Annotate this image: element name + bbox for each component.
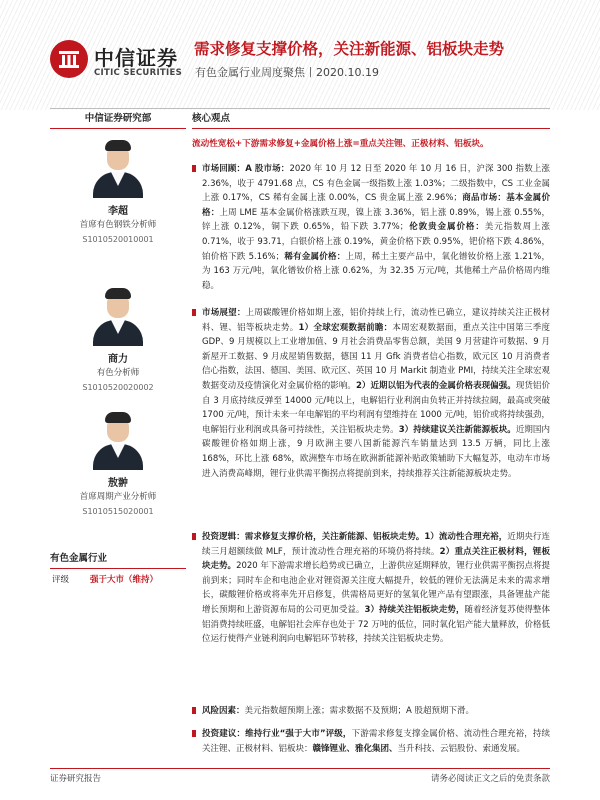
analyst-id: S1010520010001: [82, 235, 154, 244]
analyst-id: S1010515020001: [82, 507, 154, 516]
rating-value: 强于大市（维持）: [90, 575, 159, 585]
footer-label: 证券研究报告: [50, 774, 102, 784]
section-bullet-icon: [192, 309, 196, 316]
citic-logo-icon: [50, 40, 88, 78]
header-divider: [50, 108, 550, 109]
analyst-name: 李超: [108, 206, 128, 217]
analyst-avatar: [90, 138, 146, 198]
risk-text: 风险因素：美元指数超预期上涨；需求数据不及预期；A 股超预期下滑。: [202, 706, 475, 716]
section-bullet-icon: [192, 533, 196, 540]
report-title: 需求修复支撑价格，关注新能源、铝板块走势: [194, 40, 505, 58]
industry-divider: [50, 568, 186, 569]
citic-logo: [50, 38, 186, 92]
core-view-header: 核心观点: [192, 113, 231, 124]
market-outlook-section: [192, 306, 550, 481]
market-outlook-text: 市场展望：上周碳酸锂价格如期上涨，铝价持续上行，流动性已确立，建议持续关注正极材料、锂、铝等板块走势。1）全球宏观数据前瞻：本周宏观数据面，重点关注中国第三季度 GDP、9 月规模以上工业增加值、9 月社会消费品零售总额，美国 9 月营建许可数据、9 月新屋开工数据、9 月成屋销售数据，德国 11 月 Gfk 消费者信心指数，欧元区 10 月消费者信心指数，法国、德国、美国、欧元区、英国 10 月 Markit 制造业 PMI，持续关注全球宏观数据变动及疫情演化对金属价格的影响。2）近期以铝为代表的金属价格表现偏强。现货铝价自 3 月底持续反弹至 14000 元/吨以上，电解铝行业利润由负转正并持续拉阔，最高或突破 1700 元/吨，预计未来一年电解铝的平均利润有望维持在 1000 元/吨，铝价或将持续强劲，电解铝行业利润或具备可持续性，关注铝板块走势。3）持续建议关注新能源板块。近期国内碳酸锂价格如期上涨，9 月欧洲主要八国新能源汽车销量达到 13.5 万辆，同比上涨 168%，环比上涨 68%，欧洲整车市场在欧洲新能源补贴政策辅助下大幅复苏，电动车市场进入消费高峰期，锂行业供需平衡拐点将提前到来，持续推荐关注新能源板块走势。: [202, 308, 550, 479]
logo-name-cn: 中信证券: [94, 46, 178, 70]
industry-header: 有色金属行业: [50, 553, 108, 564]
logo-name-en: CITIC SECURITIES: [94, 68, 183, 78]
section-bullet-icon: [192, 165, 196, 172]
core-view-divider: [192, 128, 550, 129]
institute-header: 中信证券研究部: [84, 113, 152, 124]
analyst-role: 首席周期产业分析师: [79, 492, 157, 502]
section-bullet-icon: [192, 730, 196, 737]
analyst-avatar: [90, 286, 146, 346]
report-subtitle: 有色金属行业周度聚焦丨2020.10.19: [195, 66, 379, 79]
rating-label: 评级: [52, 575, 70, 585]
footer-disclaimer: 请务必阅读正文之后的免责条款: [430, 774, 550, 784]
investment-logic-text: 投资逻辑：需求修复支撑价格，关注新能源、铝板块走势。1）流动性合理充裕，近期央行连续三月超额续做 MLF，预计流动性合理充裕的环境仍将持续。2）重点关注正极材料，锂板块走势。2020 年下游需求增长趋势或已确立，上游供应延期释放，锂行业供需平衡拐点将提前到来；同时车企和电池企业对锂资源关注度大幅提升，较低的锂价无法满足未来的需求增长，碳酸锂价格或将率先开启修复，供需格局更好的氢氧化锂产品有望跟涨，具备锂盐产能增长预期和上游资源布局的公司更加受益。3）持续关注铝板块走势，随着经济复苏使得整体铝消费持续旺盛，电解铝社会库存也处于 72 万吨的低位，同时氧化铝产能大量释放，价格低位运行使得产业链利润向电解铝环节转移，持续关注铝板块走势。: [202, 532, 550, 645]
analyst-name: 商力: [108, 354, 128, 365]
investment-logic-section: [192, 530, 550, 647]
market-review-text: 市场回顾：A 股市场：2020 年 10 月 12 日至 2020 年 10 月 16 日，沪深 300 指数上涨 2.36%，收于 4791.68 点，CS 有色金属一级指数上涨 1.03%；二级指数中，CS 工业金属上涨 0.17%，CS 稀有金属上涨 0.00%，CS 贵金属上涨 2.96%；商品市场：基本金属价格：上周 LME 基本金属价格涨跌互现，镍上涨 3.36%，铝上涨 0.89%，锡上涨 0.55%，锌上涨 0.12%，铜下跌 0.65%，铅下跌 3.77%；伦敦贵金属价格：美元指数周上涨 0.71%，收于 93.71，白银价格上涨 0.19%，黄金价格下跌 0.95%，钯价格下跌 4.86%，铂价格下跌 5.16%；稀有金属价格：上周，稀土主要产品中，氧化镨钕价格上涨 1.21%，为 163 万元/吨，氧化镨钕价格上涨 0.62%，为 32.35 万元/吨，其他稀土产品价格周内维稳。: [202, 164, 550, 291]
analyst-id: S1010520020002: [82, 383, 154, 392]
risk-section: [192, 704, 550, 719]
left-sidebar: [50, 110, 186, 770]
analyst-card: [50, 410, 186, 516]
summary-line: 流动性宽松+下游需求修复+金属价格上涨=重点关注锂、正极材料、铝板块。: [192, 139, 489, 149]
market-review-section: [192, 162, 550, 293]
analyst-avatar: [90, 410, 146, 470]
analyst-name: 敖翀: [108, 478, 128, 489]
analyst-card: [50, 286, 186, 392]
advice-section: [192, 727, 550, 756]
analyst-role: 首席有色钢铁分析师: [79, 220, 157, 230]
footer-divider: [50, 768, 550, 769]
section-bullet-icon: [192, 707, 196, 714]
advice-text: 投资建议：维持行业“强于大市”评级，下游需求修复支撑金属价格、流动性合理充裕，持续关注锂、正极材料、铝板块：赣锋锂业、雅化集团、当升科技、云铝股份、索通发展。: [202, 729, 550, 754]
analyst-card: [50, 138, 186, 244]
institute-divider: [50, 128, 186, 129]
analyst-role: 有色分析师: [96, 368, 140, 378]
